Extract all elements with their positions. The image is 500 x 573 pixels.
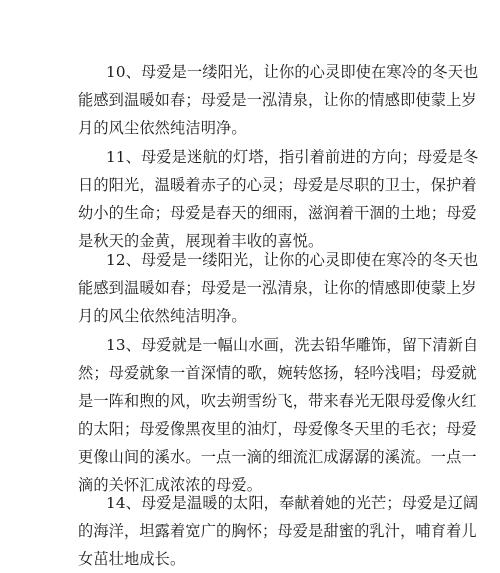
paragraph-line: 更像山间的溪水。一点一滴的细流汇成潺潺的溪流。一点一 [78,448,477,466]
paragraph-line: 是一阵和煦的风，吹去朔雪纷飞，带来春光无限母爱像火红 [78,392,477,410]
paragraph-line: 是秋天的金黄，展现着丰收的喜悦。 [78,232,324,250]
paragraph-line: 的太阳；母爱像黑夜里的油灯，母爱像冬天里的毛衣；母爱 [78,420,477,438]
paragraph-line: 12、母爱是一缕阳光，让你的心灵即使在寒冷的冬天也 [106,251,479,269]
paragraph-line: 的海洋，坦露着宽广的胸怀；母爱是甜蜜的乳汁，哺育着儿 [78,522,477,540]
paragraph-line: 月的风尘依然纯洁明净。 [78,119,247,137]
paragraph-10 [78,58,479,142]
paragraph-line: 幼小的生命；母爱是春天的细雨，滋润着干涸的土地；母爱 [78,204,477,222]
paragraph-line: 能感到温暖如春；母爱是一泓清泉，让你的情感即使蒙上岁 [78,91,477,109]
paragraph-line: 能感到温暖如春；母爱是一泓清泉，让你的情感即使蒙上岁 [78,279,477,297]
paragraph-line: 10、母爱是一缕阳光，让你的心灵即使在寒冷的冬天也 [106,63,479,81]
paragraph-line: 然；母爱就象一首深情的歌，婉转悠扬，轻吟浅唱；母爱就 [78,364,477,382]
paragraph-line: 月的风尘依然纯洁明净。 [78,307,247,325]
paragraph-line: 女茁壮地成长。 [78,550,186,568]
paragraph-11 [78,143,479,255]
paragraph-line: 日的阳光，温暖着赤子的心灵；母爱是尽职的卫士，保护着 [78,176,477,194]
paragraph-line: 13、母爱就是一幅山水画，洗去铅华雕饰，留下清新自 [106,336,479,354]
paragraph-line: 14、母爱是温暖的太阳，奉献着她的光芒；母爱是辽阔 [106,494,479,512]
paragraph-line: 11、母爱是迷航的灯塔，指引着前进的方向；母爱是冬 [106,148,479,166]
paragraph-13 [78,331,479,499]
paragraph-12 [78,246,479,330]
paragraph-line: 滴的关怀汇成浓浓的母爱。 [78,476,263,494]
paragraph-14 [78,489,479,573]
